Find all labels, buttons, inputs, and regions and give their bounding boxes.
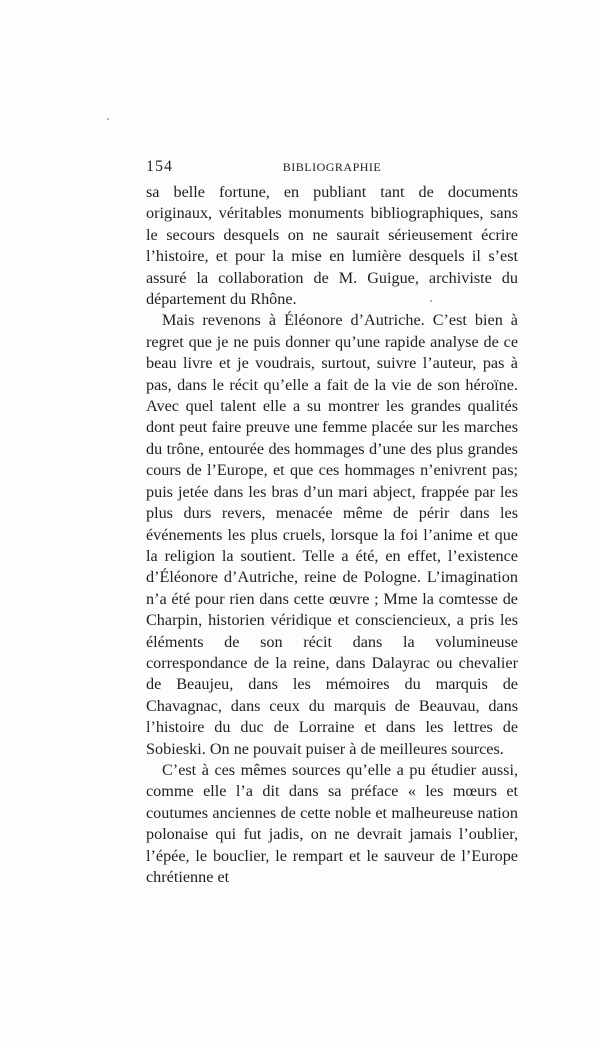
- page-header: [146, 158, 518, 178]
- print-speck: [107, 118, 109, 120]
- paragraph: Mais revenons à Éléonore d’Autriche. C’est bien à regret que je ne puis donner qu’une rapide analyse de ce beau livre et je voudrais, surtout, suivre l’auteur, pas à pas, dans le récit qu’elle a fait de la vie de son héroïne. Avec quel talent elle a su montrer les grandes qualités dont peut faire preuve une femme placée sur les marches du trône, entourée des hommages d’une des plus grandes cours de l’Europe, et que ces hommages n’enivrent pas; puis jetée dans les bras d’un mari abject, frappée par les plus durs revers, menacée même de périr dans les événements les plus cruels, lorsque la foi l’anime et que la religion la soutient. Telle a été, en effet, l’existence d’Éléonore d’Autriche, reine de Pologne. L’imagination n’a été pour rien dans cette œuvre ; Mme la comtesse de Charpin, historien véridique et consciencieux, a pris les éléments de son récit dans la volumineuse correspondance de la reine, dans Dalayrac ou chevalier de Beaujeu, dans les mémoires du marquis de Chavagnac, dans ceux du marquis de Beauvau, dans l’histoire du duc de Lorraine et dans les lettres de Sobieski. On ne pouvait puiser à de meilleures sources.: [146, 311, 518, 758]
- running-title: BIBLIOGRAPHIE: [282, 160, 382, 174]
- page-number: 154: [146, 158, 173, 175]
- paragraph-continuation: sa belle fortune, en publiant tant de documents originaux, véritables monuments bibliographiques, sans le secours desquels on ne saurait sérieusement écrire l’histoire, et pour la mise en lumière desquels il s’est assuré la collaboration de M. Guigue, archiviste du département du Rhône.: [146, 183, 518, 309]
- body-text: [146, 182, 518, 888]
- paragraph: C’est à ces mêmes sources qu’elle a pu étudier aussi, comme elle l’a dit dans sa préface « les mœurs et coutumes anciennes de cette noble et malheureuse nation polonaise qui fut jadis, on ne devrait jamais l’oublier, l’épée, le bouclier, le rempart et le sauveur de l’Europe chrétienne et: [146, 760, 518, 886]
